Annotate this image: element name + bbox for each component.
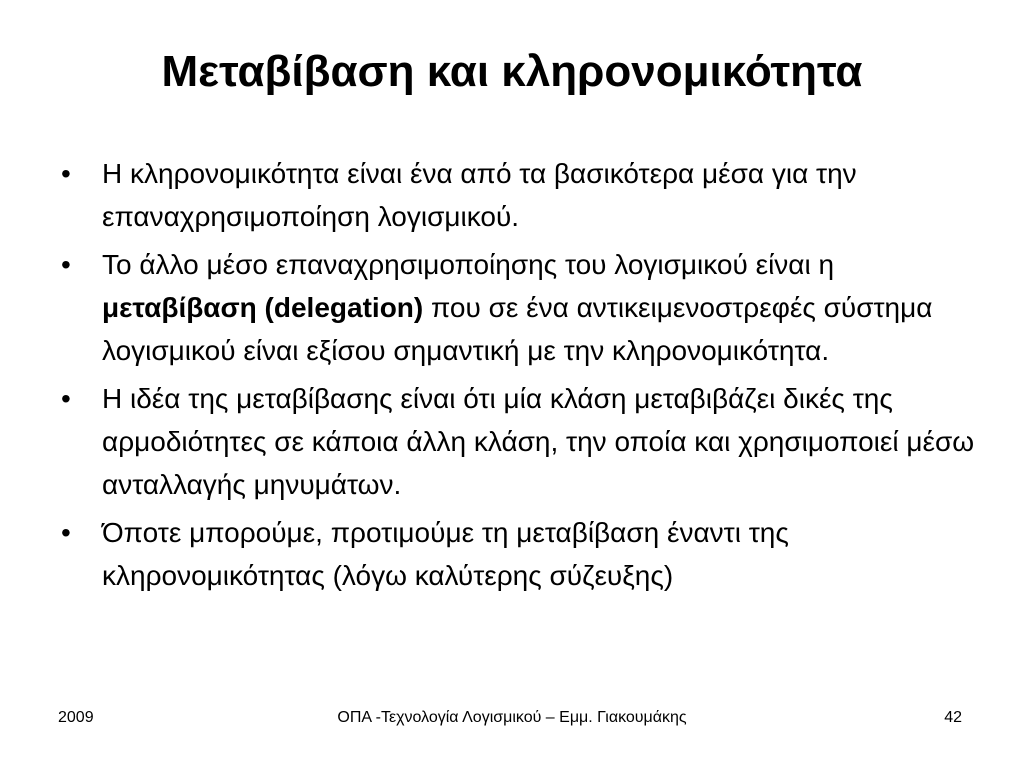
bullet-text: Η ιδέα της μεταβίβασης είναι ότι μία κλάση μεταβιβάζει δικές της αρμοδιότητες σε κάποια άλλη κλάση, την οποία και χρησιμοποιεί μέσω ανταλλαγής μηνυμάτων.: [102, 383, 975, 500]
bullet-text: Η κληρονομικότητα είναι ένα από τα βασικότερα μέσα για την επαναχρησιμοποίηση λογισμικού.: [102, 158, 857, 232]
bullet-icon: •: [61, 249, 71, 280]
bullet-text: Όποτε μπορούμε, προτιμούμε τη μεταβίβαση έναντι της κληρονομικότητας (λόγω καλύτερης σύζευξης): [102, 517, 789, 591]
bullet-item-4: [58, 511, 978, 597]
slide-title: Μεταβίβαση και κληρονομικότητα: [161, 47, 863, 96]
bullet-item-3: [58, 377, 978, 506]
bullet-text-after: που σε ένα αντικειμενοστρεφές σύστημα λογισμικού είναι εξίσου σημαντική με την κληρονομικότητα.: [102, 292, 933, 366]
bullet-item-1: [58, 152, 978, 238]
bullet-item-2: [58, 243, 978, 372]
footer-course: ΟΠΑ -Τεχνολογία Λογισμικού – Εμμ. Γιακουμάκης: [337, 709, 687, 726]
bullet-icon: •: [61, 158, 71, 189]
bullet-icon: •: [61, 517, 71, 548]
bullet-bold-term: μεταβίβαση (delegation): [102, 292, 424, 323]
bullet-list: [58, 152, 978, 602]
footer-page-number: 42: [944, 709, 962, 726]
bullet-icon: •: [61, 383, 71, 414]
bullet-text-before: Το άλλο μέσο επαναχρησιμοποίησης του λογισμικού είναι η: [102, 249, 835, 280]
footer-year: 2009: [58, 709, 94, 726]
